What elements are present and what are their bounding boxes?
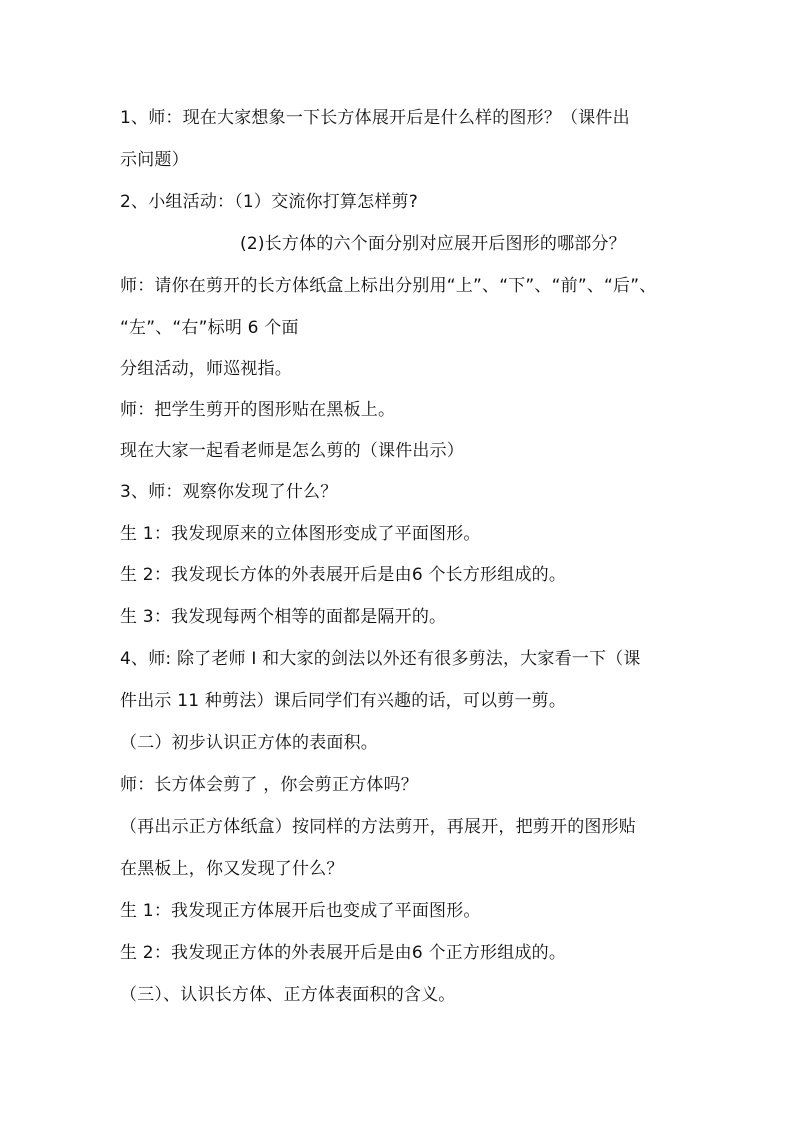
text-line: 师：把学生剪开的图形贴在黑板上。 <box>120 400 396 420</box>
text-line: 1、师：现在大家想象一下长方体展开后是什么样的图形？（课件出 <box>120 108 630 128</box>
text-line: 生 1：我发现正方体展开后也变成了平面图形。 <box>120 901 481 921</box>
text-line: 示问题） <box>120 150 189 170</box>
text-line: 4、师: 除了老师 I 和大家的剑法以外还有很多剪法，大家看一下（课 <box>120 649 641 669</box>
text-line: （三）、认识长方体、正方体表面积的含义。 <box>120 985 456 1005</box>
text-line: 在黑板上，你又发现了什么？ <box>120 859 344 879</box>
text-line: 3、师：观察你发现了什么？ <box>120 482 338 502</box>
text-line: （二）初步认识正方体的表面积。 <box>120 733 378 753</box>
text-line: 生 1：我发现原来的立体图形变成了平面图形。 <box>120 524 481 544</box>
text-line: 师：长方体会剪了 ，你会剪正方体吗？ <box>120 775 419 795</box>
text-line: （再出示正方体纸盒）按同样的方法剪开，再展开，把剪开的图形贴 <box>120 817 636 837</box>
text-line: 生 3：我发现每两个相等的面都是隔开的。 <box>120 607 447 627</box>
text-line: 生 2：我发现长方体的外表展开后是由6 个长方形组成的。 <box>120 565 567 585</box>
text-line: 生 2：我发现正方体的外表展开后是由6 个正方形组成的。 <box>120 943 567 963</box>
text-line: 分组活动，师巡视指。 <box>120 359 292 379</box>
text-line: 2、小组活动：（1）交流你打算怎样剪? <box>120 192 418 212</box>
text-line: (2)长方体的六个面分别对应展开后图形的哪部分？ <box>240 234 626 254</box>
text-line: 现在大家一起看老师是怎么剪的（课件出示） <box>120 441 464 461</box>
text-line: 师：请你在剪开的长方体纸盒上标出分别用“上”、“下”、“前”、“后”、 <box>120 276 657 296</box>
text-line: 件出示 11 种剪法）课后同学们有兴趣的话，可以剪一剪。 <box>120 691 567 711</box>
text-line: “左”、“右”标明 6 个面 <box>120 318 299 338</box>
